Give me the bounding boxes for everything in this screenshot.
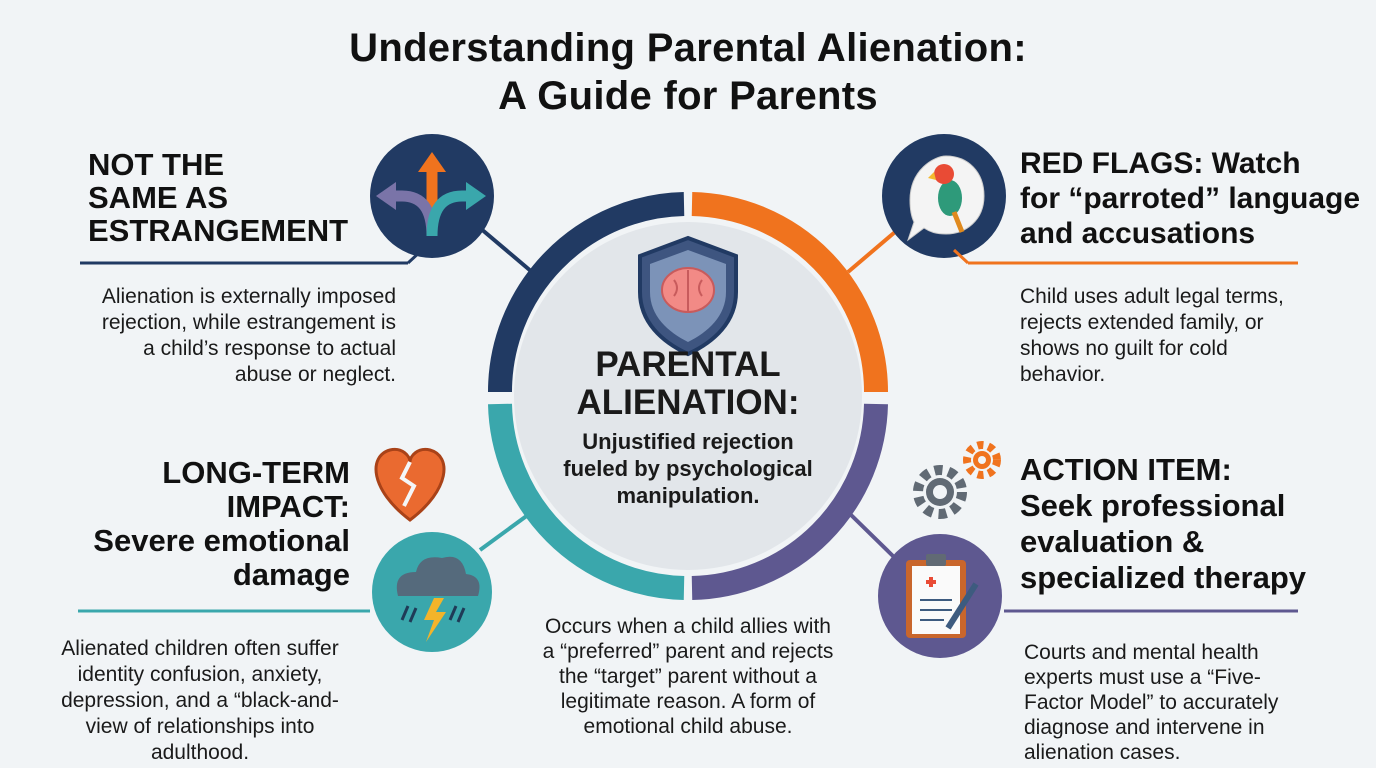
top-left-body-line-3: a child’s response to actual bbox=[143, 337, 396, 360]
bottom-left-heading-line-2: IMPACT: bbox=[226, 489, 350, 524]
top-right-body-line-2: rejects extended family, or bbox=[1020, 311, 1264, 334]
top-right-heading-line-2: for “parroted” language bbox=[1020, 182, 1361, 215]
center-heading bbox=[530, 346, 846, 422]
bottom-center-body-line-3: the “target” parent without a bbox=[559, 665, 817, 688]
bottom-center-body-line-5: emotional child abuse. bbox=[583, 715, 793, 738]
connector-bottom-left bbox=[480, 512, 532, 550]
bottom-left-body-line-2: identity confusion, anxiety, bbox=[77, 663, 323, 686]
bottom-left-heading bbox=[40, 456, 350, 592]
bottom-left-body-line-4: view of relationships into bbox=[85, 715, 315, 738]
bottom-left-heading-line-3: Severe emotional bbox=[93, 523, 350, 558]
bottom-center-body-line-1: Occurs when a child allies with bbox=[545, 615, 831, 638]
top-right-body-line-1: Child uses adult legal terms, bbox=[1020, 285, 1284, 308]
bottom-right-body-line-2: experts must use a “Five- bbox=[1024, 666, 1261, 689]
title-line-1: Understanding Parental Alienation: bbox=[349, 26, 1027, 70]
title-line-2: A Guide for Parents bbox=[498, 74, 878, 118]
diverging-arrows-icon bbox=[370, 134, 494, 258]
bottom-right-heading-line-4: specialized therapy bbox=[1020, 560, 1307, 595]
top-left-body-line-4: abuse or neglect. bbox=[234, 363, 396, 386]
medical-clipboard-icon bbox=[878, 534, 1002, 658]
bottom-left-body-line-3: depression, and a “black-and- bbox=[61, 689, 339, 712]
bottom-left-heading-line-4: damage bbox=[232, 557, 350, 592]
top-right-heading-line-3: and accusations bbox=[1020, 217, 1256, 250]
connector-bottom-right bbox=[848, 512, 895, 558]
top-right-body-line-3: shows no guilt for cold bbox=[1020, 337, 1228, 360]
bottom-left-body-line-1: Alienated children often suffer bbox=[61, 637, 339, 660]
center-heading-line-2: ALIENATION: bbox=[576, 383, 800, 422]
bottom-center-body-line-2: a “preferred” parent and rejects bbox=[542, 640, 834, 663]
bottom-right-body-line-3: Factor Model” to accurately bbox=[1024, 691, 1279, 714]
parrot-speech-bubble-icon bbox=[882, 134, 1006, 258]
bottom-left-heading-line-1: LONG-TERM bbox=[162, 455, 350, 490]
top-left-body-line-1: Alienation is externally imposed bbox=[101, 285, 396, 308]
top-left-body-line-2: rejection, while estrangement is bbox=[101, 311, 396, 334]
bottom-right-body bbox=[1024, 640, 1354, 765]
top-right-body bbox=[1020, 284, 1350, 388]
top-left-body bbox=[40, 284, 396, 388]
top-right-heading-line-1: RED FLAGS: Watch bbox=[1020, 147, 1301, 180]
storm-cloud-icon bbox=[372, 532, 492, 652]
bottom-right-heading-line-1: ACTION ITEM: bbox=[1020, 452, 1232, 487]
bottom-left-body bbox=[30, 636, 370, 766]
bottom-right-heading-line-2: Seek professional bbox=[1020, 488, 1286, 523]
top-left-heading bbox=[88, 148, 388, 247]
broken-heart-icon bbox=[376, 449, 444, 520]
bottom-center-body bbox=[500, 614, 876, 739]
bottom-right-body-line-1: Courts and mental health bbox=[1024, 641, 1259, 664]
center-heading-line-1: PARENTAL bbox=[595, 345, 781, 384]
gears-icon bbox=[918, 445, 997, 514]
bottom-right-body-line-4: diagnose and intervene in bbox=[1024, 716, 1265, 739]
bottom-right-heading-line-3: evaluation & bbox=[1020, 524, 1205, 559]
top-right-heading bbox=[1020, 146, 1376, 251]
top-right-body-line-4: behavior. bbox=[1020, 363, 1106, 386]
bottom-right-heading bbox=[1020, 452, 1360, 596]
bottom-left-body-line-5: adulthood. bbox=[150, 741, 250, 764]
connector-top-left bbox=[480, 228, 532, 272]
center-sub-line-2: fueled by psychological bbox=[563, 456, 813, 481]
top-left-heading-line-2: SAME AS bbox=[88, 180, 229, 215]
page-title bbox=[0, 24, 1376, 120]
top-left-heading-line-1: NOT THE bbox=[88, 147, 225, 182]
center-sub-line-1: Unjustified rejection bbox=[582, 429, 794, 454]
connector-top-right bbox=[848, 232, 895, 272]
center-sub-line-3: manipulation. bbox=[616, 483, 760, 508]
center-subtitle bbox=[520, 428, 856, 509]
top-left-heading-line-3: ESTRANGEMENT bbox=[88, 213, 349, 248]
bottom-right-body-line-5: alienation cases. bbox=[1024, 741, 1181, 764]
bottom-center-body-line-4: legitimate reason. A form of bbox=[560, 690, 816, 713]
